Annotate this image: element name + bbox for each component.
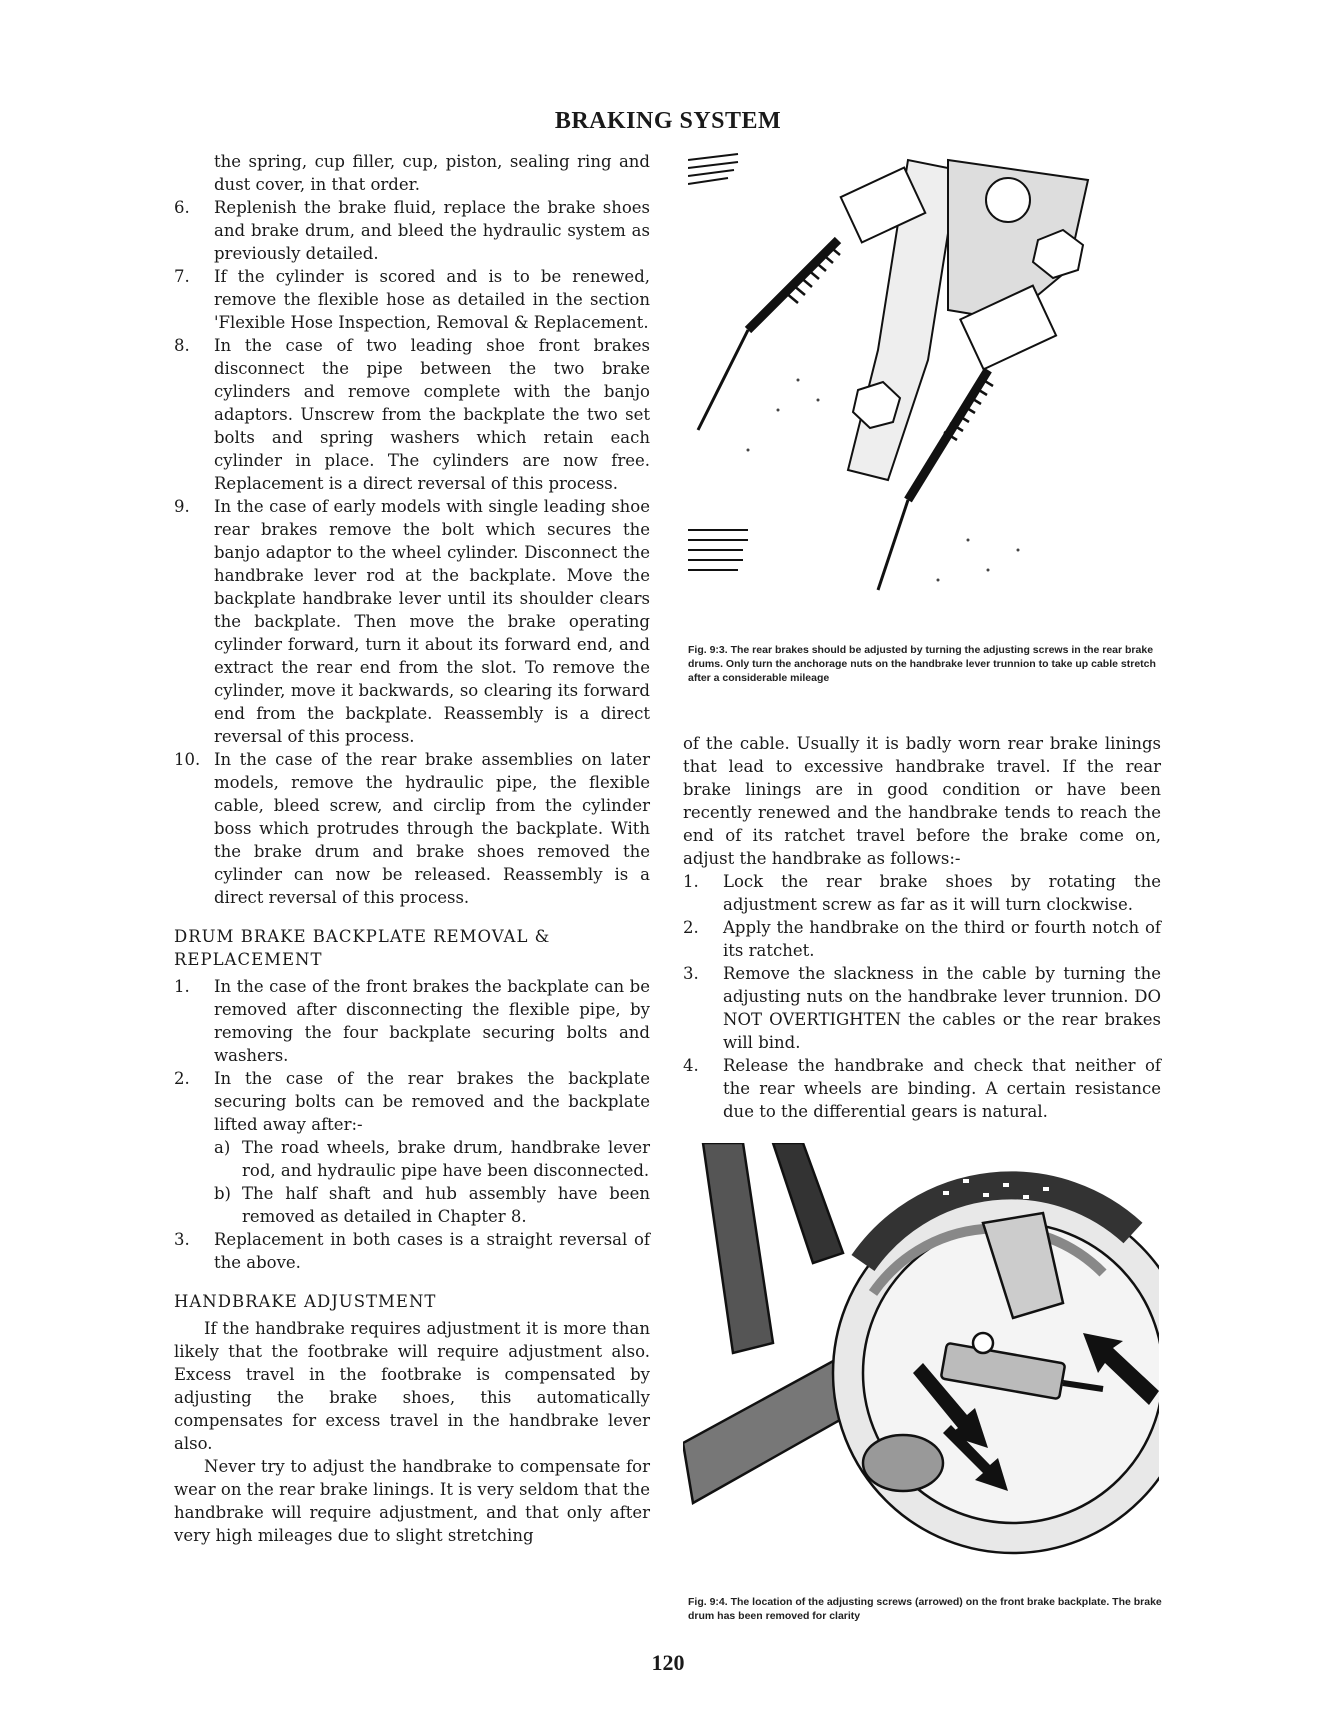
item-text: Release the handbrake and check that neither of the rear wheels are binding. A certain resistance due to the differential gears is natural.	[723, 1056, 1161, 1121]
paragraph: If the handbrake requires adjustment it is more than likely that the footbrake will require adjustment also. Excess travel in the footbrake is compensated by adjusting the brake shoes, this automatically compensates for excess travel in the handbrake lever also.	[174, 1319, 650, 1453]
item-text: In the case of the rear brake assemblies on later models, remove the hydraulic pipe, the flexible cable, bleed screw, and circlip from the cylinder boss which protrudes through the backplate. With the brake drum and brake shoes removed the cylinder can now be released. Reassembly is a direct reversal of this process.	[214, 750, 650, 907]
item-text: Replenish the brake fluid, replace the brake shoes and brake drum, and bleed the hydraulic system as previously detailed.	[214, 198, 650, 263]
figure-caption: Fig. 9:3. The rear brakes should be adjusted by turning the adjusting screws in the rear brake drums. Only turn the anchorage nuts on the handbrake lever trunnion to take up cable stretch after a considerable mileage	[688, 644, 1156, 684]
intro-text: the spring, cup filler, cup, piston, sealing ring and dust cover, in that order.	[214, 152, 650, 194]
item-text: Lock the rear brake shoes by rotating the adjustment screw as far as it will turn clockwise.	[723, 872, 1161, 914]
figure-caption: Fig. 9:4. The location of the adjusting screws (arrowed) on the front brake backplate. The brake drum has been removed for clarity	[688, 1596, 1162, 1622]
list-item	[174, 196, 650, 265]
item-text: Remove the slackness in the cable by turning the adjusting nuts on the handbrake lever trunnion. DO NOT OVERTIGHTEN the cables or the rear brakes will bind.	[723, 964, 1161, 1052]
item-number: 8.	[174, 336, 190, 355]
item-text: Replacement in both cases is a straight reversal of the above.	[214, 1230, 650, 1272]
sub-item-letter: a)	[214, 1138, 231, 1157]
page-number: 120	[651, 1650, 685, 1675]
left-column	[174, 150, 650, 1547]
sub-item-letter: b)	[214, 1184, 231, 1203]
item-number: 3.	[174, 1230, 190, 1249]
item-text: In the case of two leading shoe front brakes disconnect the pipe between the two brake cylinders and remove complete with the banjo adaptors. Unscrew from the backplate the two set bolts and spring washers which retain each cylinder in place. The cylinders are now free. Replacement is a direct reversal of this process.	[214, 336, 650, 493]
sub-item-text: The road wheels, brake drum, handbrake lever rod, and hydraulic pipe have been disconnected.	[242, 1138, 650, 1180]
item-text: In the case of the front brakes the backplate can be removed after disconnecting the flexible pipe, by removing the four backplate securing bolts and washers.	[214, 977, 650, 1065]
page-header: BRAKING SYSTEM	[554, 108, 782, 134]
list-item	[683, 962, 1161, 1054]
sub-item-text: The half shaft and hub assembly have been removed as detailed in Chapter 8.	[242, 1184, 650, 1226]
list-item	[174, 975, 650, 1067]
sub-list-item	[174, 1182, 650, 1228]
item-text: In the case of early models with single leading shoe rear brakes remove the bolt which secures the banjo adaptor to the wheel cylinder. Disconnect the handbrake lever rod at the backplate. Move the backplate handbrake lever until its shoulder clears the backplate. Then move the brake operating cylinder forward, turn it about its forward end, and extract the rear end from the slot. To remove the cylinder, move it backwards, so clearing its forward end from the backplate. Reassembly is a direct reversal of this process.	[214, 497, 650, 746]
item-number: 6.	[174, 198, 190, 217]
item-text: In the case of the rear brakes the backplate securing bolts can be removed and the backplate lifted away after:-	[214, 1069, 650, 1134]
sub-list-item	[174, 1136, 650, 1182]
item-number: 1.	[683, 872, 699, 891]
item-text: Apply the handbrake on the third or fourth notch of its ratchet.	[723, 918, 1161, 960]
item-number: 2.	[174, 1069, 190, 1088]
list-item	[174, 1228, 650, 1274]
list-item	[174, 748, 650, 909]
paragraph: Never try to adjust the handbrake to compensate for wear on the rear brake linings. It is very seldom that the handbrake will require adjustment, and that only after very high mileages due to slight stretching	[174, 1457, 650, 1545]
paragraph: of the cable. Usually it is badly worn rear brake linings that lead to excessive handbrake travel. If the rear brake linings are in good condition or have been recently renewed and the handbrake tends to reach the end of its ratchet travel before the brake come on, adjust the handbrake as follows:-	[683, 734, 1161, 868]
right-column	[683, 732, 1161, 1123]
section-heading-backplate: DRUM BRAKE BACKPLATE REMOVAL & REPLACEMENT	[174, 927, 551, 969]
item-number: 9.	[174, 497, 190, 516]
item-number: 2.	[683, 918, 699, 937]
list-item	[683, 1054, 1161, 1123]
list-item	[174, 1067, 650, 1136]
item-number: 10.	[174, 750, 201, 769]
list-item	[174, 495, 650, 748]
list-item	[683, 870, 1161, 916]
item-number: 1.	[174, 977, 190, 996]
item-number: 4.	[683, 1056, 699, 1075]
figure-front-brake-backplate	[683, 1143, 1159, 1579]
item-number: 7.	[174, 267, 190, 286]
list-item	[174, 265, 650, 334]
item-number: 3.	[683, 964, 699, 983]
list-item	[683, 916, 1161, 962]
figure-rear-brake-adjusters	[688, 150, 1158, 610]
list-item	[174, 334, 650, 495]
section-heading-handbrake: HANDBRAKE ADJUSTMENT	[174, 1292, 437, 1311]
item-text: If the cylinder is scored and is to be renewed, remove the flexible hose as detailed in the section 'Flexible Hose Inspection, Removal & Replacement.	[214, 267, 650, 332]
